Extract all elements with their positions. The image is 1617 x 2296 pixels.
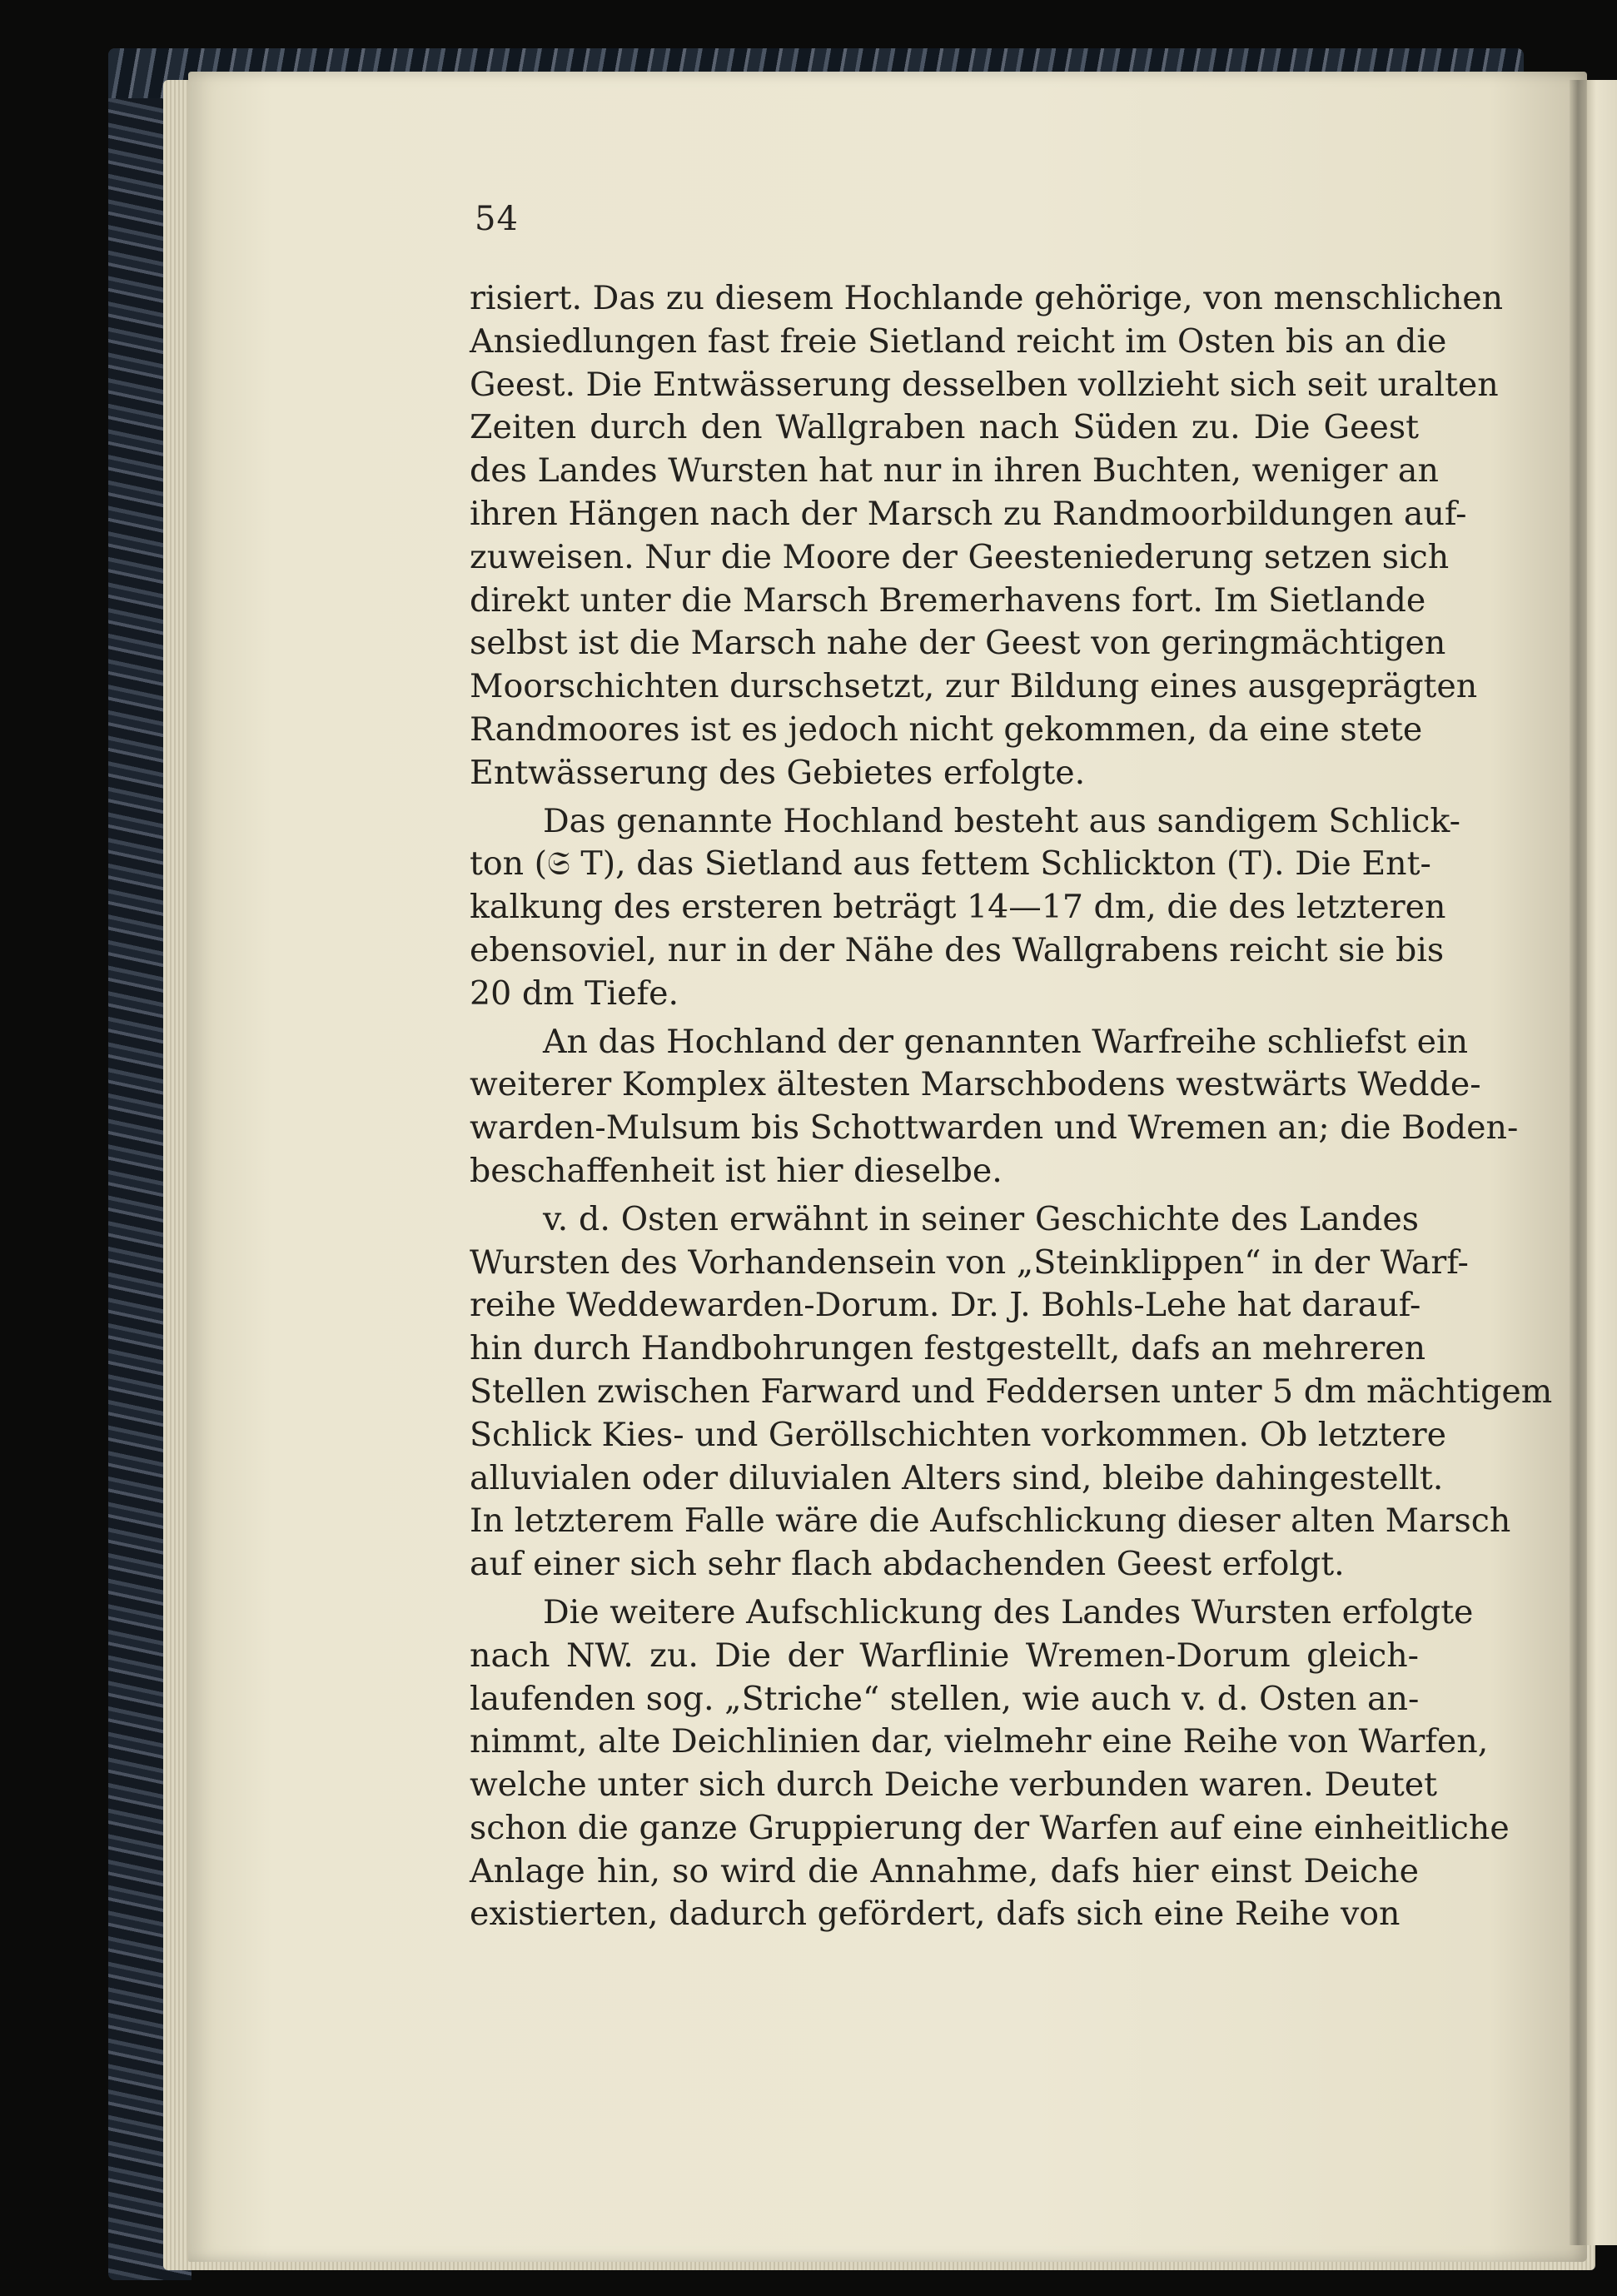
paragraph [470, 277, 1504, 795]
text-line: Entwässerung des Gebietes erfolgte. [470, 753, 1086, 792]
text-line: Randmoores ist es jedoch nicht gekommen, da eine stete [470, 710, 1423, 749]
text-line: auf einer sich sehr flach abdachenden Geest erfolgt. [470, 1545, 1345, 1584]
text-line: Das genannte Hochland besteht aus sandigem Schlick- [543, 801, 1460, 840]
text-line: selbst ist die Marsch nahe der Geest von geringmächtigen [470, 624, 1446, 663]
text-line: kalkung des ersteren beträgt 14—17 dm, die des letzteren [470, 888, 1446, 927]
text-line: In letzterem Falle wäre die Aufschlickung dieser alten Marsch [470, 1502, 1511, 1541]
paragraph [470, 800, 1460, 1016]
text-line: Ansiedlungen fast freie Sietland reicht im Osten bis an die [470, 321, 1447, 361]
text-line: Stellen zwischen Farward und Feddersen unter 5 dm mächtigem [470, 1372, 1553, 1411]
body-text [470, 277, 1553, 1936]
text-line: beschaffenheit ist hier dieselbe. [470, 1151, 1003, 1190]
paragraph [470, 1198, 1553, 1586]
text-line: reihe Weddewarden-Dorum. Dr. J. Bohls-Lehe hat darauf- [470, 1286, 1421, 1325]
gutter-fold [1570, 80, 1586, 2245]
text-line: Wursten des Vorhandensein von „Steinklippen“ in der Warf- [470, 1243, 1469, 1282]
text-line: direkt unter die Marsch Bremerhavens fort. Im Sietlande [470, 580, 1426, 620]
text-line: welche unter sich durch Deiche verbunden waren. Deutet [470, 1766, 1437, 1805]
text-line: hin durch Handbohrungen festgestellt, dafs an mehreren [470, 1329, 1426, 1368]
text-line: ihren Hängen nach der Marsch zu Randmoorbildungen auf- [470, 494, 1467, 533]
text-line: Geest. Die Entwässerung desselben vollzieht sich seit uralten [470, 365, 1499, 404]
text-line: schon die ganze Gruppierung der Warfen auf eine einheitliche [470, 1808, 1510, 1847]
text-line: risiert. Das zu diesem Hochlande gehörige, von menschlichen [470, 279, 1504, 317]
text-line: Schlick Kies- und Geröllschichten vorkommen. Ob letztere [470, 1415, 1447, 1454]
text-line: warden-Mulsum bis Schottwarden und Wremen an; die Boden- [470, 1108, 1519, 1148]
text-line: v. d. Osten erwähnt in seiner Geschichte des Landes [543, 1199, 1419, 1238]
text-line: nach NW. zu. Die der Warflinie Wremen-Dorum gleich- [470, 1636, 1419, 1675]
paragraph [470, 1021, 1519, 1193]
text-line: des Landes Wursten hat nur in ihren Buchten, weniger an [470, 451, 1439, 491]
text-line: nimmt, alte Deichlinien dar, vielmehr eine Reihe von Warfen, [470, 1722, 1489, 1761]
text-line: weiterer Komplex ältesten Marschbodens westwärts Wedde- [470, 1065, 1481, 1104]
text-line: laufenden sog. „Striche“ stellen, wie auch v. d. Osten an- [470, 1679, 1420, 1718]
text-line: An das Hochland der genannten Warfreihe schliefst ein [543, 1022, 1469, 1061]
text-line: Zeiten durch den Wallgraben nach Süden zu. Die Geest [470, 408, 1419, 447]
text-line: alluvialen oder diluvialen Alters sind, bleibe dahingestellt. [470, 1458, 1444, 1497]
text-line: Die weitere Aufschlickung des Landes Wursten erfolgte [543, 1592, 1474, 1631]
text-line: zuweisen. Nur die Moore der Geesteniederung setzen sich [470, 537, 1450, 576]
text-line: Moorschichten durschsetzt, zur Bildung eines ausgeprägten [470, 667, 1478, 706]
text-line: 20 dm Tiefe. [470, 974, 679, 1013]
text-line: ebensoviel, nur in der Nähe des Wallgrabens reicht sie bis [470, 930, 1445, 969]
paragraph [470, 1591, 1510, 1936]
text-line: existierten, dadurch gefördert, dafs sich eine Reihe von [470, 1895, 1401, 1934]
text-line: ton (𝔖 T), das Sietland aus fettem Schlickton (T). Die Ent- [470, 844, 1431, 884]
page-number: 54 [475, 200, 519, 238]
text-line: Anlage hin, so wird die Annahme, dafs hier einst Deiche [470, 1851, 1419, 1890]
facing-page-edge [1582, 80, 1617, 2245]
